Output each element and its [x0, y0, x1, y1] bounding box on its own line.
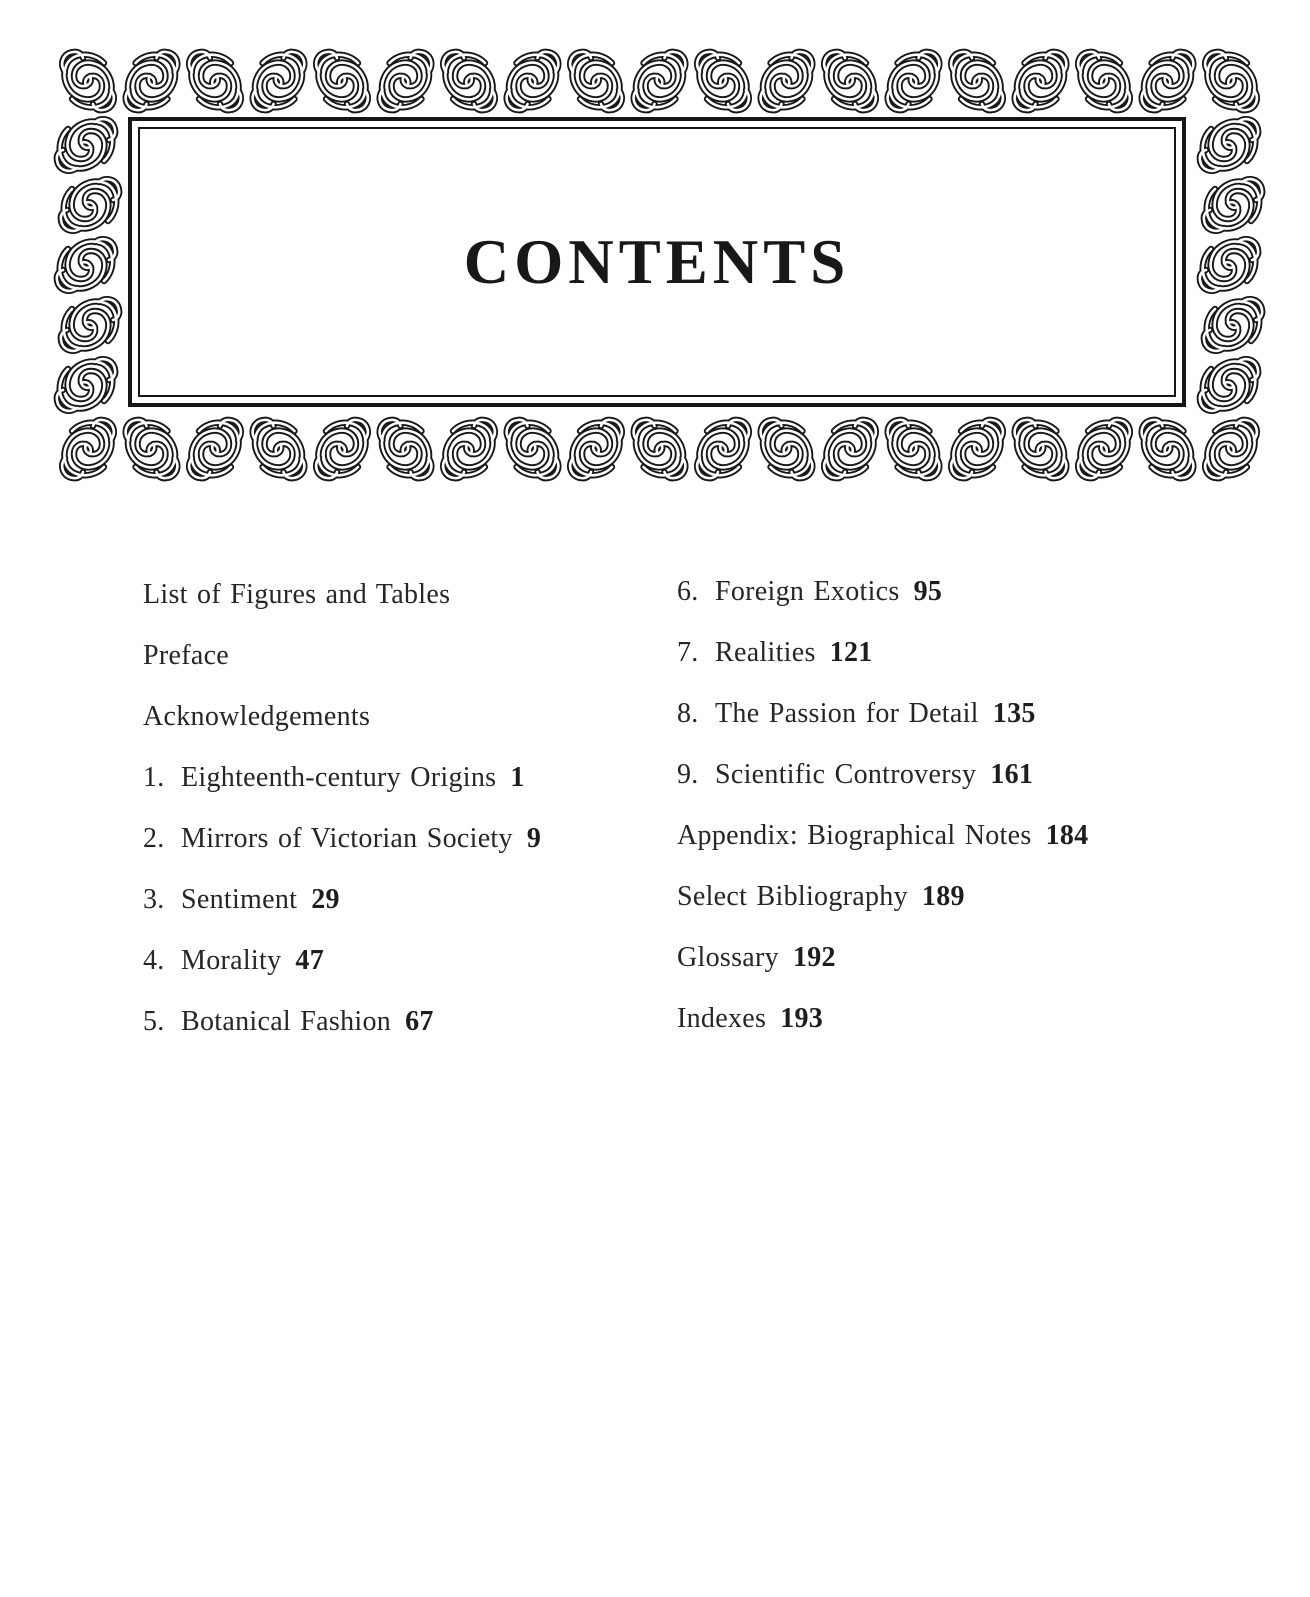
- toc-entry: [143, 578, 541, 612]
- toc-entry-page: 95: [913, 576, 943, 607]
- ornamental-border: [57, 48, 1262, 482]
- toc-entry-number: 9.: [677, 759, 699, 790]
- toc-entry: [677, 697, 1088, 731]
- toc-entry: [143, 944, 541, 978]
- toc-entry-page: 1: [510, 762, 525, 793]
- toc-entry-page: 161: [990, 759, 1034, 790]
- toc-entry-label: Botanical Fashion: [181, 1006, 392, 1037]
- toc-entry-label: Sentiment: [181, 884, 298, 915]
- toc-entry: [677, 575, 1088, 609]
- toc-entry-label: Acknowledgements: [143, 701, 371, 732]
- toc-entry: [143, 639, 541, 673]
- toc-entry-number: 7.: [677, 637, 699, 668]
- toc-entry: [677, 636, 1088, 670]
- toc-entry-label: Glossary: [677, 942, 779, 973]
- toc-entry: [143, 1005, 541, 1039]
- toc-entry-label: Foreign Exotics: [715, 576, 900, 607]
- toc-entry-label: Indexes: [677, 1003, 767, 1034]
- toc-entry-page: 192: [792, 942, 836, 973]
- toc-entry-number: 2.: [143, 823, 165, 854]
- toc-entry: [677, 1002, 1088, 1036]
- toc-entry: [677, 880, 1088, 914]
- ornament-band-left: [57, 114, 119, 416]
- title-frame-inner: [138, 127, 1176, 397]
- toc-entry: [143, 761, 541, 795]
- toc-entry: [143, 822, 541, 856]
- toc-entry-label: Select Bibliography: [677, 881, 908, 912]
- toc-entry-label: The Passion for Detail: [715, 698, 979, 729]
- toc-entry: [677, 941, 1088, 975]
- toc-entry-page: 29: [311, 884, 340, 915]
- toc-entry-label: Mirrors of Victorian Society: [181, 823, 513, 854]
- toc-right-column: [677, 575, 1088, 1063]
- ornament-band-bottom: [57, 416, 1262, 482]
- toc-entry-number: 1.: [143, 762, 165, 793]
- toc-entry-number: 8.: [677, 698, 699, 729]
- toc-entry-page: 121: [829, 637, 873, 668]
- toc-entry-number: 6.: [677, 576, 699, 607]
- ornament-band-right: [1200, 114, 1262, 416]
- toc-entry-page: 135: [992, 698, 1036, 729]
- toc-entry-label: Realities: [715, 637, 816, 668]
- toc-entry-page: 67: [405, 1006, 434, 1037]
- ornament-band-top: [57, 48, 1262, 114]
- toc-entry-number: 3.: [143, 884, 165, 915]
- toc-entry: [677, 819, 1088, 853]
- toc-entry-page: 189: [921, 881, 965, 912]
- toc-entry-label: Appendix: Biographical Notes: [677, 820, 1032, 851]
- toc-entry-label: Scientific Controversy: [715, 759, 977, 790]
- toc-entry: [677, 758, 1088, 792]
- toc-entry-page: 193: [780, 1003, 824, 1034]
- toc-entry-page: 47: [295, 945, 324, 976]
- toc-entry-label: Preface: [143, 640, 230, 671]
- toc-entry-label: List of Figures and Tables: [143, 579, 451, 610]
- toc-entry-label: Morality: [181, 945, 282, 976]
- toc-entry: [143, 700, 541, 734]
- title-frame: [128, 117, 1186, 407]
- toc-entry-number: 4.: [143, 945, 165, 976]
- page-title: CONTENTS: [463, 226, 851, 297]
- toc-entry-number: 5.: [143, 1006, 165, 1037]
- toc-entry: [143, 883, 541, 917]
- toc-left-column: [143, 578, 541, 1066]
- toc-entry-page: 184: [1045, 820, 1089, 851]
- toc-entry-label: Eighteenth-century Origins: [181, 762, 497, 793]
- toc-entry-page: 9: [526, 823, 542, 854]
